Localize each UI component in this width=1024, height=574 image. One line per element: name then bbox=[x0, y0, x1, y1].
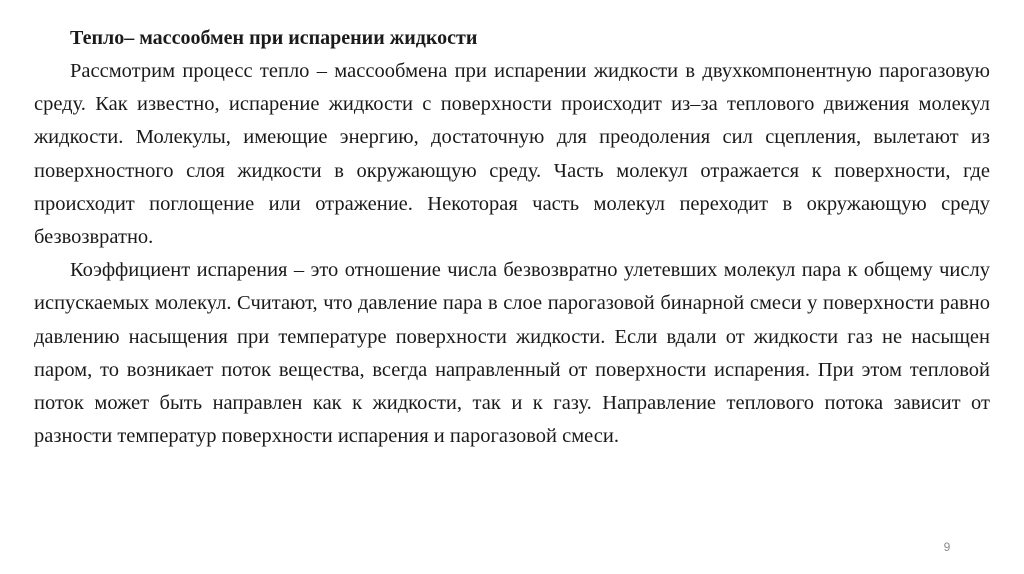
slide-title: Тепло– массообмен при испарении жидкости bbox=[70, 27, 478, 49]
slide-content bbox=[34, 22, 990, 453]
page-number: 9 bbox=[943, 540, 951, 554]
paragraph-2: Коэффициент испарения – это отношение числа безвозвратно улетевших молекул пара к общему числу испускаемых молекул. Считают, что давление пара в слое парогазовой бинарной смеси у поверхности равно давлению насыщения при температуре поверхности жидкости. Если вдали от жидкости газ не насыщен паром, то возникает поток вещества, всегда направленный от поверхности испарения. При этом тепловой поток может быть направлен как к жидкости, так и к газу. Направление теплового потока зависит от разности температур поверхности испарения и парогазовой смеси. bbox=[34, 259, 990, 448]
paragraph-1: Рассмотрим процесс тепло – массообмена при испарении жидкости в двухкомпонентную парогазовую среду. Как известно, испарение жидкости с поверхности происходит из–за теплового движения молекул жидкости. Молекулы, имеющие энергию, достаточную для преодоления сил сцепления, вылетают из поверхностного слоя жидкости в окружающую среду. Часть молекул отражается к поверхности, где происходит поглощение или отражение. Некоторая часть молекул переходит в окружающую среду безвозвратно. bbox=[34, 60, 990, 249]
